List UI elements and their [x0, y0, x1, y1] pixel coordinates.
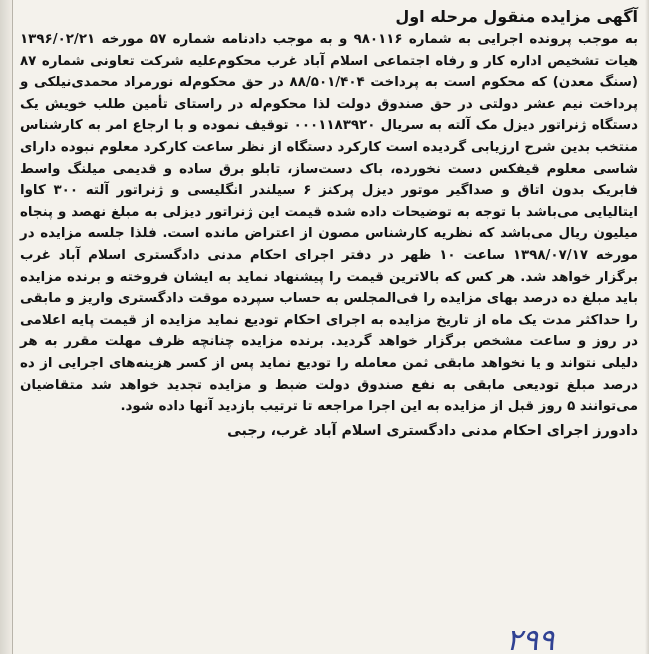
- adjacent-column-edge: [0, 0, 13, 654]
- page-edge-shadow: [645, 0, 649, 654]
- notice-signature: دادورز اجرای احکام مدنی دادگستری اسلام آباد غرب، رجبی: [227, 422, 638, 439]
- notice-body: به موجب پرونده اجرایی به شماره ۹۸۰۱۱۶ و به موجب دادنامه شماره ۵۷ مورخه ۱۳۹۶/۰۲/۲۱ هیات تشخیص اداره کار و رفاه اجتماعی اسلام آباد غرب محکوم‌علیه شرکت تعاونی شماره ۸۷ (سنگ معدن) که محکوم است به پرداخت ۸۸/۵۰۱/۴۰۴ در حق محکوم‌له نورمراد محمدی‌نیلکی و پرداخت نیم عشر دولتی در حق صندوق دولت لذا محکوم‌له در راستای تأمین طلب خویش یک دستگاه ژنراتور دیزل مک آلته به سریال ۰۰۰۱۱۸۳۹۲۰ توقیف نموده و با ارجاع امر به کارشناس منتخب بدین شرح ارزیابی گردیده است کارکرد دستگاه از نظر ساعت کارکرد معلوم نبوده دارای شاسی معلوم قیفکس دست نخورده، باک دست‌ساز، تابلو برق ساده و قدیمی میلنگ واسط فابریک بدون اتاق و صداگیر موتور دیزل پرکنز ۶ سیلندر انگلیسی و ژنراتور آلته ۳۰۰ کاوا ایتالیایی می‌باشد با توجه به توضیحات داده شده قیمت این ژنراتور دیزلی به مبلغ نهصد و پنجاه میلیون ریال می‌باشد که نظریه کارشناس مصون از اعتراض مانده است. فلذا جلسه مزایده در مورخه ۱۳۹۸/۰۷/۱۷ ساعت ۱۰ ظهر در دفتر اجرای احکام مدنی دادگستری اسلام آباد غرب برگزار خواهد شد. هر کس که بالاترین قیمت را پیشنهاد نماید به ایشان فروخته و برنده مزایده باید مبلغ ده درصد بهای مزایده را فی‌المجلس به حساب سپرده موقت دادگستری واریز و مابقی را حداکثر مدت یک ماه از تاریخ مزایده به اجرای احکام تودیع نماید مزایده از قیمت پایه اعلامی در روز و ساعت مشخص برگزار خواهد گردید. برنده مزایده چنانچه ظرف مهلت مقرر به هر دلیلی نتواند و یا نخواهد مابقی ثمن معامله را تودیع نماید پس از کسر هزینه‌های اجرایی از ده درصد مبلغ تودیعی مابقی به نفع صندوق دولت ضبط و مزایده تجدید خواهد شد متقاضیان می‌توانند ۵ روز قبل از مزایده به این اجرا مراجعه تا ترتیب بازدید آنها داده شود.: [20, 32, 639, 415]
- handwritten-number: ۲۹۹: [506, 623, 555, 654]
- auction-notice: [20, 6, 638, 442]
- notice-title: آگهی مزایده منقول مرحله اول: [395, 7, 638, 26]
